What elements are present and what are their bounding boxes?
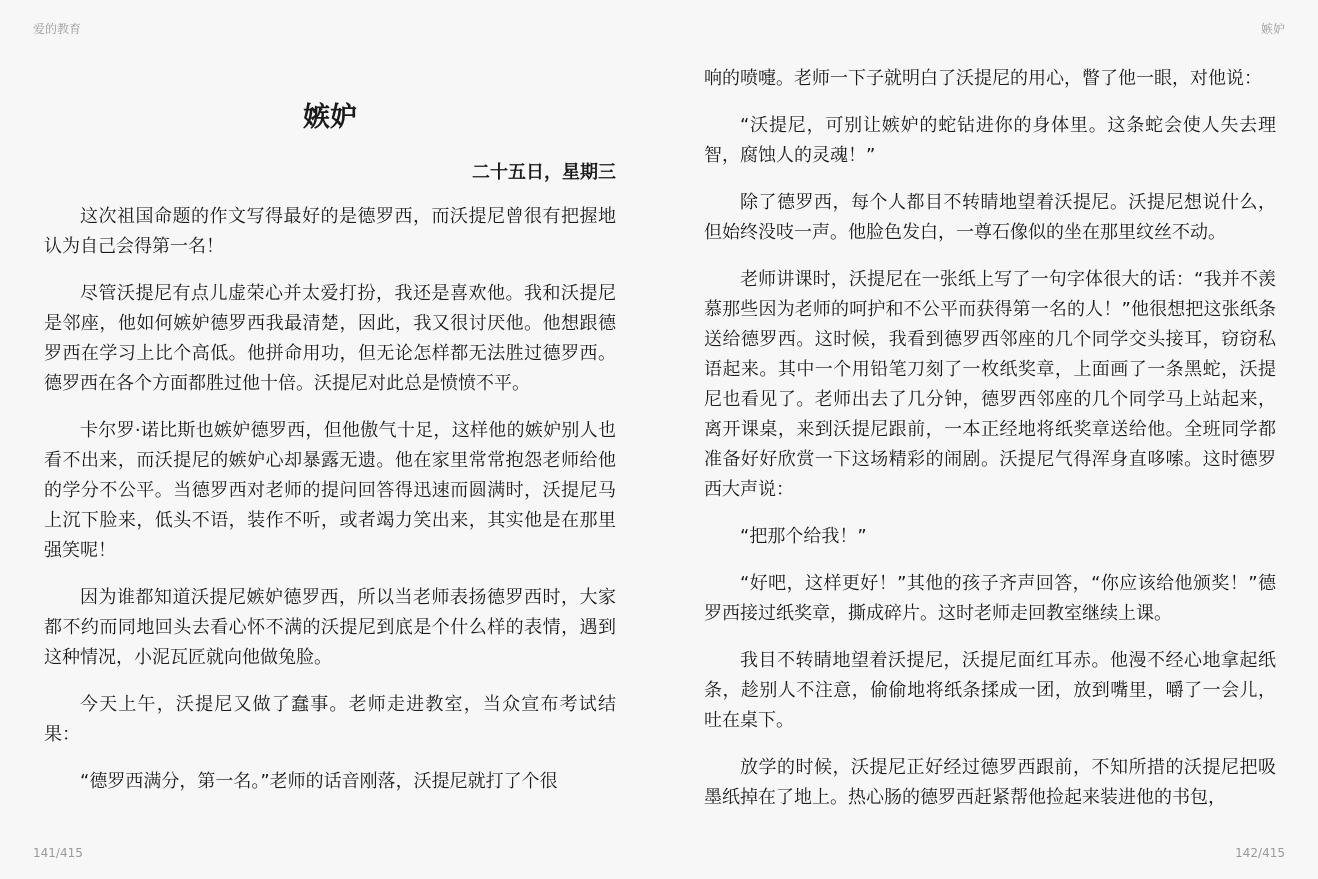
- paragraph: 今天上午，沃提尼又做了蠢事。老师走进教室，当众宣布考试结果：: [44, 694, 616, 745]
- paragraph: “好吧，这样更好！”其他的孩子齐声回答，“你应该给他颁奖！”德罗西接过纸奖章，撕成碎片。这时老师走回教室继续上课。: [704, 573, 1276, 624]
- book-title-header: 爱的教育: [33, 22, 82, 36]
- paragraph: “把那个给我！”: [740, 526, 867, 547]
- paragraph: 我目不转睛地望着沃提尼，沃提尼面红耳赤。他漫不经心地拿起纸条，趁别人不注意，偷偷地将纸条揉成一团，放到嘴里，嚼了一会儿，吐在桌下。: [704, 650, 1276, 731]
- paragraph: “德罗西满分，第一名。”老师的话音刚落，沃提尼就打了个很: [80, 771, 558, 792]
- paragraph: 因为谁都知道沃提尼嫉妒德罗西，所以当老师表扬德罗西时，大家都不约而同地回头去看心怀不满的沃提尼到底是个什么样的表情，遇到这种情况，小泥瓦匠就向他做兔脸。: [44, 587, 616, 668]
- paragraph: 这次祖国命题的作文写得最好的是德罗西，而沃提尼曾很有把握地认为自己会得第一名！: [44, 206, 616, 257]
- paragraph: 老师讲课时，沃提尼在一张纸上写了一句字体很大的话：“我并不羡慕那些因为老师的呵护和不公平而获得第一名的人！”他很想把这张纸条送给德罗西。这时候，我看到德罗西邻座的几个同学交头接耳，窃窃私语起来。其中一个用铅笔刀刻了一枚纸奖章，上面画了一条黑蛇，沃提尼也看见了。老师出去了几分钟，德罗西邻座的几个同学马上站起来，离开课桌，来到沃提尼跟前，一本正经地将纸奖章送给他。全班同学都准备好好欣赏一下这场精彩的闹剧。沃提尼气得浑身直哆嗦。这时德罗西大声说：: [704, 269, 1276, 500]
- paragraph: 除了德罗西，每个人都目不转睛地望着沃提尼。沃提尼想说什么，但始终没吱一声。他脸色发白，一尊石像似的坐在那里纹丝不动。: [704, 192, 1276, 243]
- page-number: 142/415: [1235, 846, 1285, 860]
- paragraph: 放学的时候，沃提尼正好经过德罗西跟前，不知所措的沃提尼把吸墨纸掉在了地上。热心肠的德罗西赶紧帮他捡起来装进他的书包，: [704, 757, 1276, 808]
- chapter-date: 二十五日，星期三: [472, 162, 616, 183]
- left-page-content: [44, 98, 616, 814]
- chapter-title-header: 嫉妒: [1260, 22, 1285, 36]
- right-page-content: [704, 64, 1276, 830]
- paragraph: 卡尔罗·诺比斯也嫉妒德罗西，但他傲气十足，这样他的嫉妒别人也看不出来，而沃提尼的嫉妒心却暴露无遗。他在家里常常抱怨老师给他的学分不公平。当德罗西对老师的提问回答得迅速而圆满时，沃提尼马上沉下脸来，低头不语，装作不听，或者竭力笑出来，其实他是在那里强笑呢！: [44, 420, 616, 561]
- chapter-title: 嫉妒: [303, 102, 357, 133]
- right-page: [659, 0, 1318, 879]
- page-number: 141/415: [33, 846, 83, 860]
- paragraph: 尽管沃提尼有点儿虚荣心并太爱打扮，我还是喜欢他。我和沃提尼是邻座，他如何嫉妒德罗西我最清楚，因此，我又很讨厌他。他想跟德罗西在学习上比个高低。他拼命用功，但无论怎样都无法胜过德罗西。德罗西在各个方面都胜过他十倍。沃提尼对此总是愤愤不平。: [44, 283, 616, 394]
- paragraph: “沃提尼，可别让嫉妒的蛇钻进你的身体里。这条蛇会使人失去理智，腐蚀人的灵魂！”: [704, 115, 1276, 166]
- continued-paragraph: 响的喷嚏。老师一下子就明白了沃提尼的用心，瞥了他一眼，对他说：: [704, 68, 1262, 89]
